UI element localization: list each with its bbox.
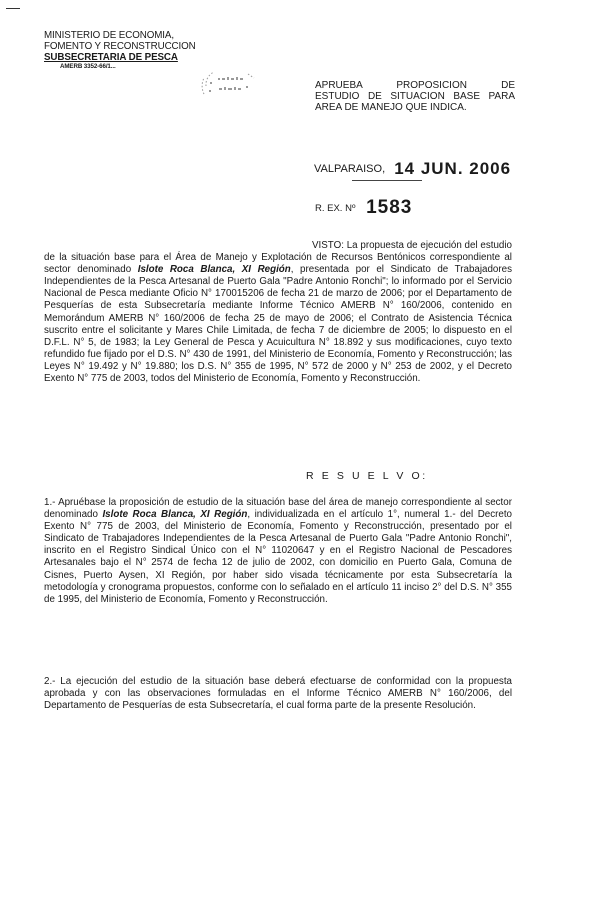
resolution-article-2 (44, 676, 512, 712)
header-line-fomento: FOMENTO Y RECONSTRUCCION (44, 41, 196, 52)
issue-date: 14 JUN. 2006 (394, 159, 512, 178)
visto-text-2: , presentada por el Sindicato de Trabajadores Independientes de la Pesca Artesanal de Puerto Gala "Padre Antonio Ronchi"; lo informado por el Servicio Nacional de Pesca mediante Oficio N° 170015206 de fecha 21 de marzo de 2006; por el Departamento de Pesquerías de esta Subsecretaría mediante Informe Técnico AMERB N° 160/2006, contenido en Memorándum AMERB N° 160/2006 de fecha 25 de mayo de 2006; el Contrato de Asistencia Técnica suscrito entre el solicitante y Mares Chile Limitada, de fecha 7 de diciembre de 2005; lo dispuesto en el D.F.L. N° 5, de 1983; la Ley General de Pesca y Acuicultura N° 18.892 y sus modificaciones, cuyo texto refundido fue fijado por el D.S. N° 430 de 1991, del Ministerio de Economía, Fomento y Reconstrucción; las Leyes N° 19.492 y N° 19.880; los D.S. N° 355 de 1995, N° 572 de 2000 y N° 253 de 2002, y el Decreto Exento N° 775 de 2003, todos del Ministerio de Economía, Fomento y Reconstrucción. (44, 264, 512, 385)
article-1-text-1: 1.- Apruébase la proposición de estudio de la situación base del área de manejo correspondiente al sector denominado (44, 497, 512, 521)
place-date (314, 159, 511, 179)
stamp-seal-icon (200, 66, 258, 106)
resolution-number-line (315, 197, 412, 219)
article-1-sector-name: Islote Roca Blanca, XI Región (102, 509, 248, 521)
resuelvo-heading: R E S U E L V O: (306, 470, 428, 482)
visto-paragraph (44, 240, 512, 385)
place-label: VALPARAISO, (314, 163, 386, 175)
scan-mark (6, 8, 20, 9)
article-1-text-2: , individualizada en el artículo 1°, numeral 1.- del Decreto Exento N° 775 de 2003, del Ministerio de Economía, Fomento y Reconstrucción, presentado por el Sindicato de Trabajadores Independientes de la Pesca Artesanal de Puerto Gala "Padre Antonio Ronchi", inscrito en el Registro Sindical Único con el N° 11020647 y en el Registro Nacional de Pescadores Artesanales bajo el N° 2574 de fecha 12 de julio de 2002, con domicilio en Puerto Gala, Comuna de Cisnes, Puerto Aysen, XI Región, por haber sido visada técnicamente por esta Subsecretaría la metodología y cronograma propuestos, conforme con lo señalado en el artículo 11 inciso 2° del D.S. N° 355 de 1995, del Ministerio de Economía, Fomento y Reconstrucción. (44, 509, 512, 605)
date-rule (352, 180, 422, 181)
resolution-subject (315, 80, 515, 114)
ministry-header (44, 30, 214, 71)
rex-number: 1583 (366, 197, 413, 218)
subject-line-3: AREA DE MANEJO QUE INDICA. (315, 102, 467, 114)
rex-label: R. EX. Nº (315, 203, 356, 214)
header-line-subsecretaria: SUBSECRETARIA DE PESCA (44, 52, 178, 63)
article-2-text: 2.- La ejecución del estudio de la situación base deberá efectuarse de conformidad con la propuesta aprobada y con las observaciones formuladas en el Informe Técnico AMERB N° 160/2006, del Departamento de Pesquerías de esta Subsecretaría, el cual forma parte de la presente Resolución. (44, 676, 512, 712)
header-line-reference: AMERB 3352-66/1... (60, 63, 116, 70)
visto-sector-name: Islote Roca Blanca, XI Región (137, 264, 291, 276)
subject-line-2: ESTUDIO DE SITUACION BASE PARA (315, 91, 515, 103)
visto-text-1: VISTO: La propuesta de ejecución del estudio de la situación base para el Área de Manejo y Explotación de Recursos Bentónicos correspondiente al sector denominado (44, 240, 512, 276)
header-line-ministry: MINISTERIO DE ECONOMIA, (44, 30, 174, 41)
subject-line-1: APRUEBA PROPOSICION DE (315, 80, 515, 91)
resolution-article-1 (44, 497, 512, 606)
